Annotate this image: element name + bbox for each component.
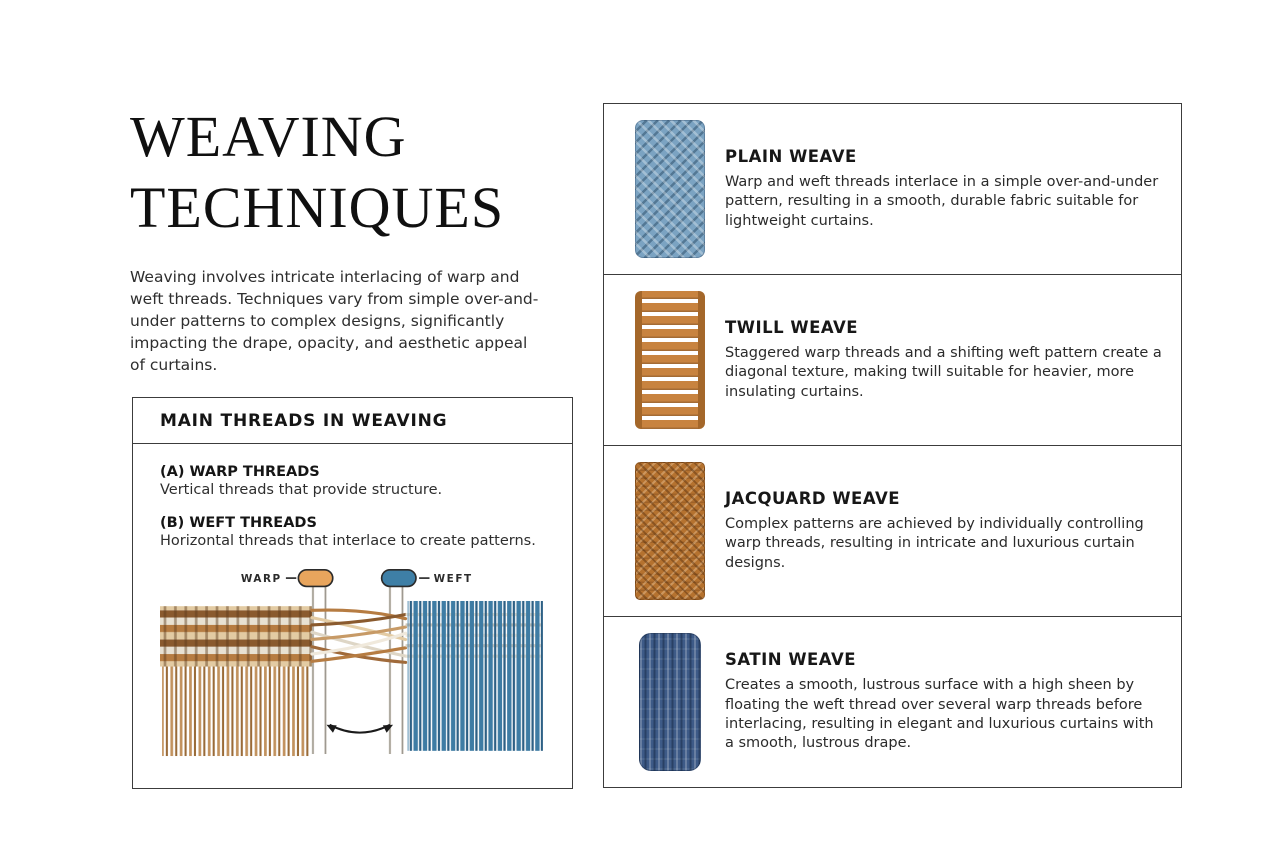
page-title-line2: TECHNIQUES bbox=[130, 174, 505, 240]
warp-weft-diagram bbox=[160, 566, 545, 765]
weave-row-satin bbox=[604, 617, 1181, 787]
jacquard-weave-text bbox=[725, 489, 1163, 573]
jacquard-weave-title: JACQUARD WEAVE bbox=[725, 489, 901, 509]
satin-weave-title: SATIN WEAVE bbox=[725, 650, 856, 670]
warp-pill bbox=[298, 570, 332, 587]
plain-weave-description: Warp and weft threads interlace in a simple over-and-under pattern, resulting in a smooth, durable fabric suitable for lightweight curtains. bbox=[725, 174, 1159, 229]
weft-tag-label: WEFT bbox=[433, 573, 473, 586]
page-title bbox=[130, 102, 580, 244]
page-title-line1: WEAVING bbox=[130, 104, 407, 169]
swap-arrow-icon bbox=[325, 721, 395, 733]
left-column bbox=[130, 102, 580, 376]
weave-row-plain bbox=[604, 104, 1181, 275]
satin-weave-description: Creates a smooth, lustrous surface with a high sheen by floating the weft thread over several warp threads before interlacing, resulting in elegant and luxurious curtains with a smooth, lustrous drape. bbox=[725, 677, 1154, 752]
twill-weave-description: Staggered warp threads and a shifting weft pattern create a diagonal texture, making twill suitable for heavier, more insulating curtains. bbox=[725, 345, 1162, 400]
weft-threads-description: Horizontal threads that interlace to create patterns. bbox=[160, 533, 536, 549]
plain-weave-swatch bbox=[635, 120, 705, 258]
main-threads-box bbox=[132, 397, 573, 789]
blue-warp-threads bbox=[408, 601, 543, 751]
warp-threads-description: Vertical threads that provide structure. bbox=[160, 482, 443, 498]
jacquard-weave-swatch bbox=[635, 462, 705, 600]
satin-weave-swatch bbox=[639, 633, 701, 771]
twill-weave-title: TWILL WEAVE bbox=[725, 318, 859, 338]
warp-fringe bbox=[162, 664, 310, 756]
warp-tag-label: WARP bbox=[240, 573, 282, 586]
weft-pill bbox=[382, 570, 416, 587]
weft-tag bbox=[382, 570, 473, 587]
main-threads-box-body bbox=[133, 444, 572, 765]
twill-weave-text bbox=[725, 318, 1163, 402]
weave-row-twill bbox=[604, 275, 1181, 446]
weft-threads-label: (B) WEFT THREADS bbox=[160, 515, 317, 531]
diagram-wrap bbox=[160, 566, 545, 765]
satin-weave-text bbox=[725, 650, 1163, 753]
jacquard-weave-description: Complex patterns are achieved by individually controlling warp threads, resulting in intricate and luxurious curtain designs. bbox=[725, 516, 1144, 571]
weave-types-panel bbox=[603, 103, 1182, 788]
weave-row-jacquard bbox=[604, 446, 1181, 617]
main-threads-box-title: MAIN THREADS IN WEAVING bbox=[133, 398, 572, 444]
twill-weave-swatch bbox=[635, 291, 705, 429]
warp-threads-item bbox=[160, 464, 545, 498]
plain-weave-text bbox=[725, 147, 1163, 231]
plain-weave-title: PLAIN WEAVE bbox=[725, 147, 857, 167]
intro-paragraph: Weaving involves intricate interlacing of warp and weft threads. Techniques vary from simple over-and-under patterns to complex designs, significantly impacting the drape, opacity, and aesthetic appeal of curtains. bbox=[130, 267, 539, 374]
weft-threads-item bbox=[160, 515, 545, 549]
warp-tag bbox=[241, 570, 333, 587]
warp-threads-label: (A) WARP THREADS bbox=[160, 464, 320, 480]
